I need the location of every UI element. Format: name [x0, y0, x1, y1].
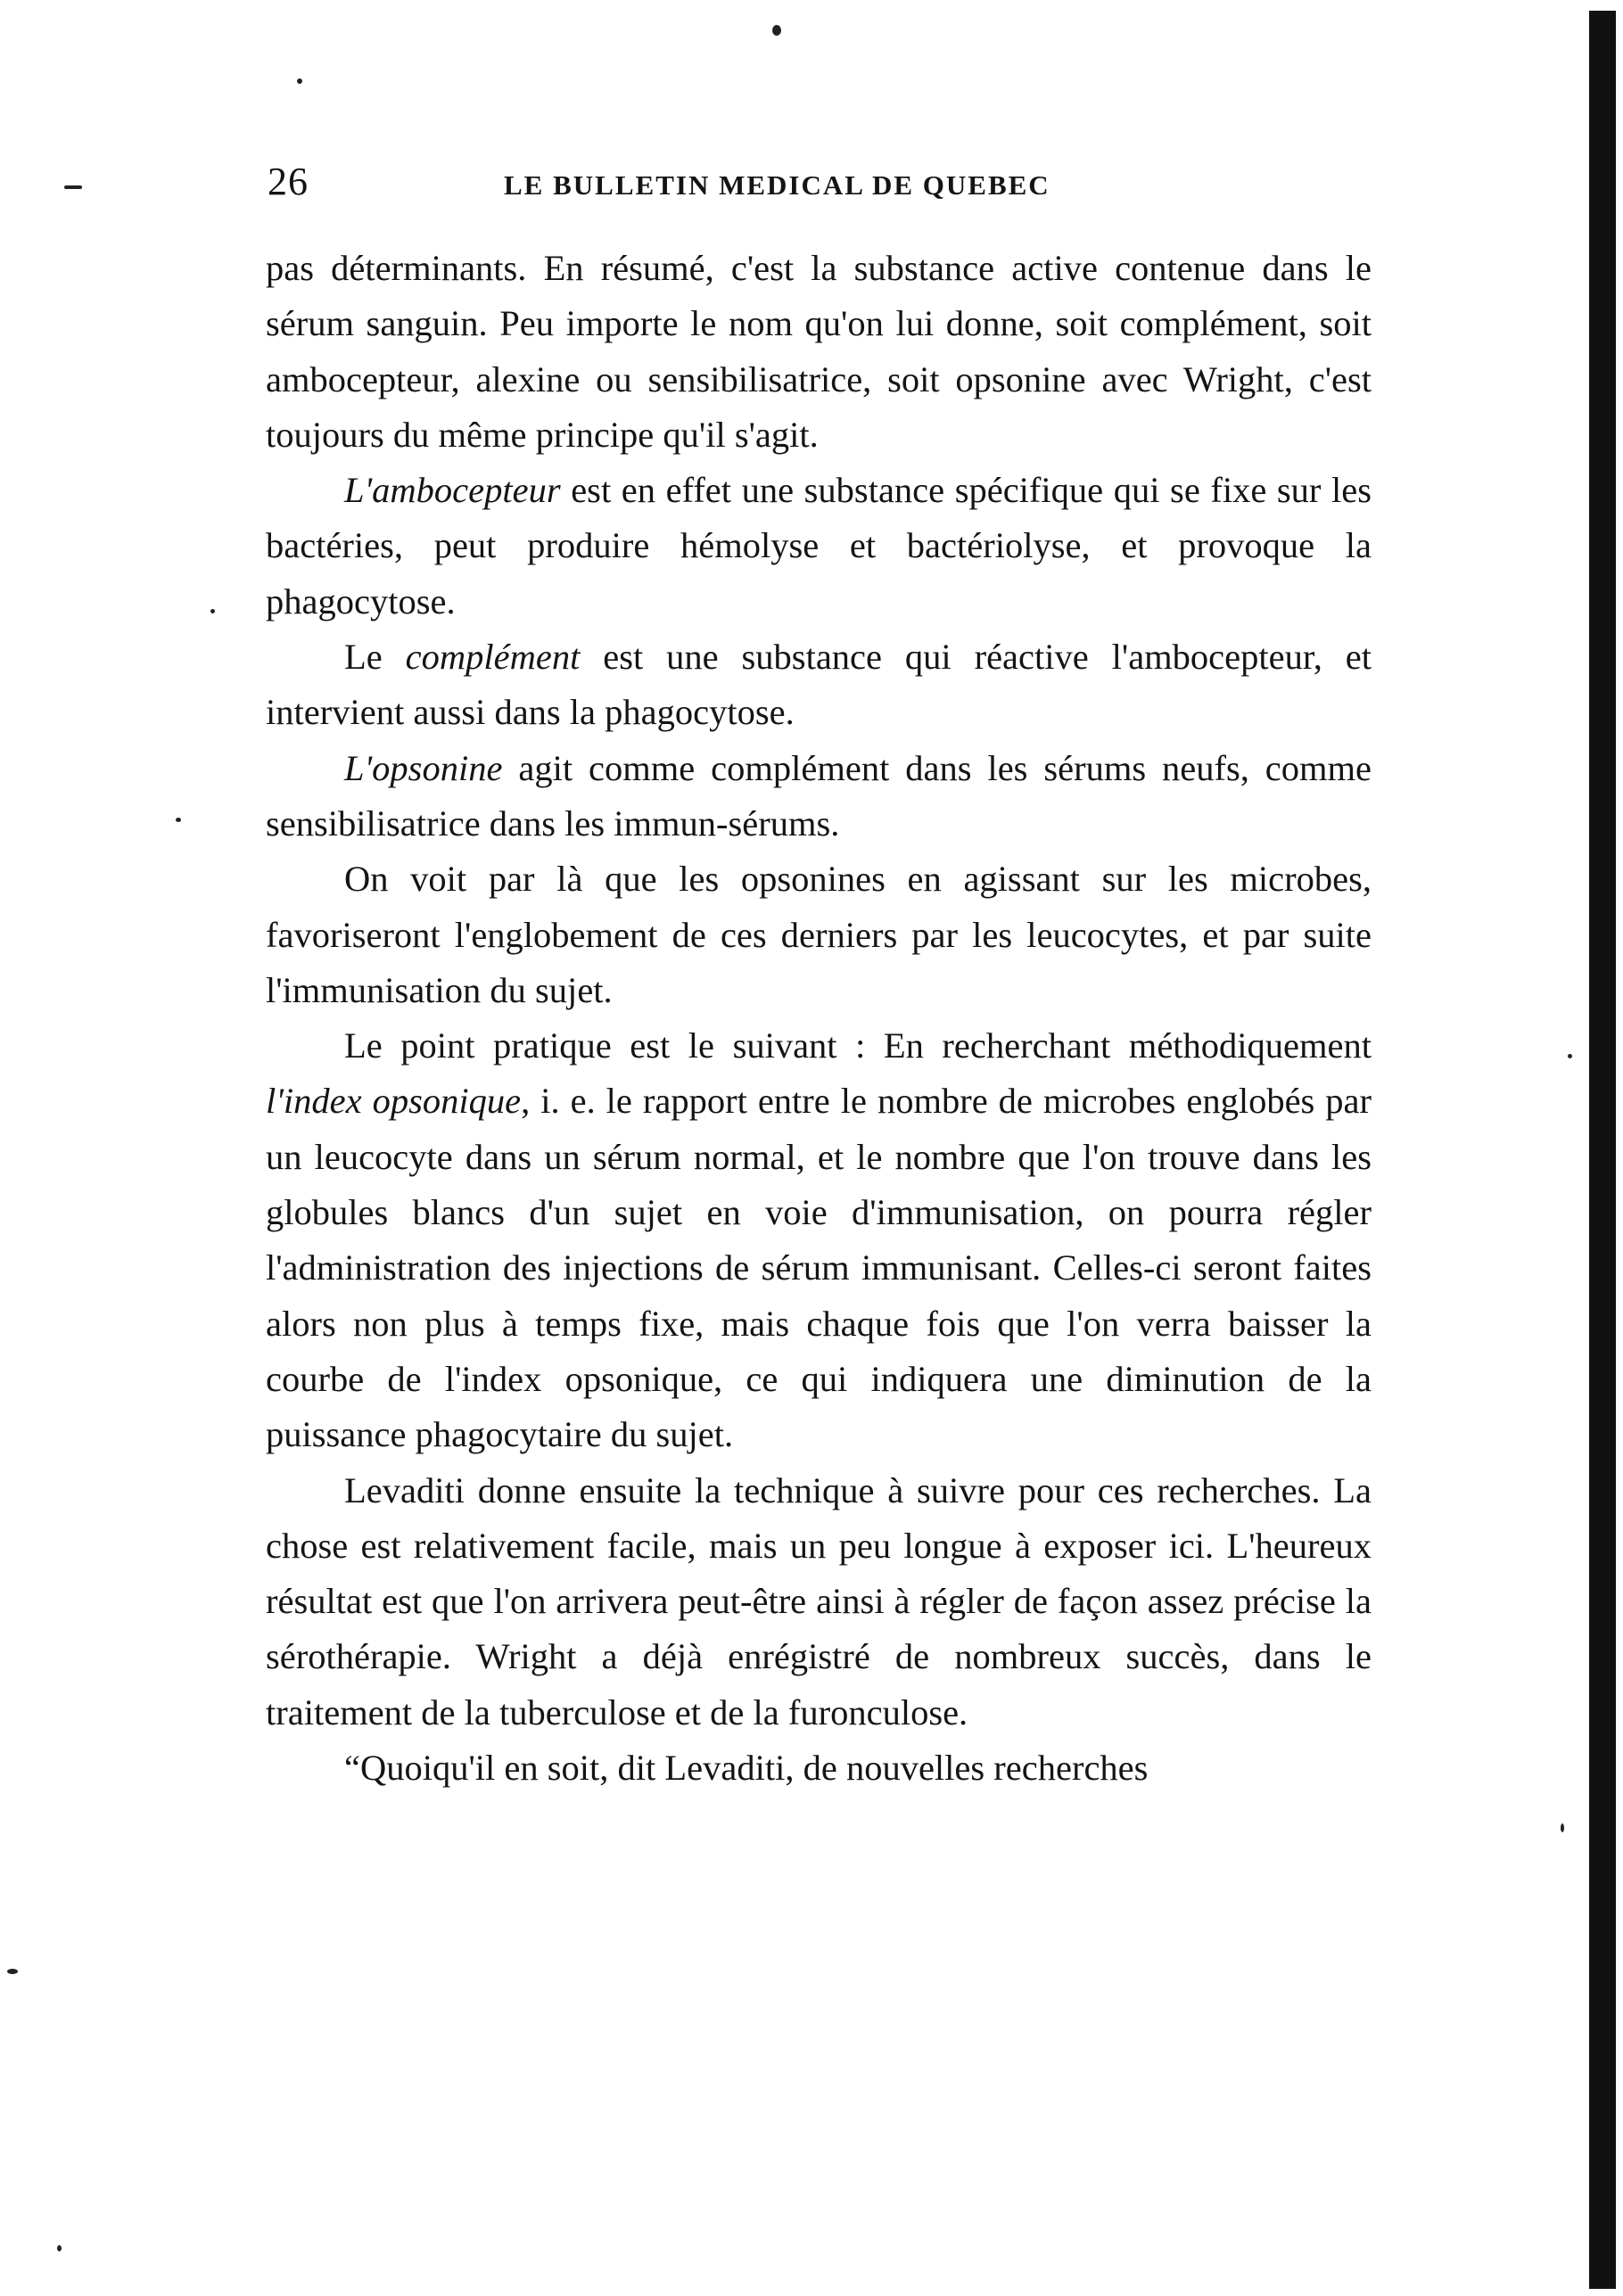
ink-speck [210, 609, 215, 613]
ink-speck [1561, 1823, 1564, 1832]
ink-speck [297, 78, 302, 84]
paragraph-text: est en effet une substance spécifique qui se fixe sur les bactéries, peut produire hémolyse et bactériolyse, et provoque la phagocytose. [266, 470, 1372, 621]
article-body [266, 241, 1372, 1796]
italic-term: complément [405, 637, 581, 678]
paragraph-text: Le point pratique est le suivant : En recherchant méthodiquement [344, 1025, 1372, 1066]
paragraph [266, 630, 1372, 741]
italic-term: l'index opsonique [266, 1081, 522, 1122]
paragraph-text: Levaditi donne ensuite la technique à suivre pour ces recherches. La chose est relativement facile, mais un peu longue à exposer ici. L'heureux résultat est que l'on arrivera peut-être ainsi à régler de façon assez précise la sérothérapie. Wright a déjà enrégistré de nombreux succès, dans le traitement de la tuberculose et de la furonculose. [266, 1469, 1372, 1732]
paragraph [266, 241, 1372, 463]
italic-term: L'ambocepteur [344, 470, 561, 511]
paragraph-text: On voit par là que les opsonines en agissant sur les microbes, favoriseront l'englobement de ces derniers par les leucocytes, et par suite l'immunisation du sujet. [266, 859, 1372, 1010]
paragraph [266, 463, 1372, 630]
paragraph-text: agit comme complément dans les sérums neufs, comme sensibilisatrice dans les immun-sérums. [266, 747, 1372, 844]
paragraph-text: Le [344, 637, 406, 678]
ink-speck [772, 25, 781, 36]
scan-edge-border [1589, 11, 1616, 2289]
paragraph-text: pas déterminants. En résumé, c'est la substance active contenue dans le sérum sanguin. Peu importe le nom qu'on lui donne, soit complément, soit ambocepteur, alexine ou sensibilisatrice, soit opsonine avec Wright, c'est toujours du même principe qu'il s'agit. [266, 248, 1372, 455]
ink-speck [7, 1969, 18, 1974]
paragraph [266, 852, 1372, 1018]
page-header [268, 159, 1373, 203]
ink-speck [1568, 1054, 1572, 1058]
paragraph [266, 741, 1372, 852]
paragraph [266, 1018, 1372, 1462]
paragraph-text: “Quoiqu'il en soit, dit Levaditi, de nouvelles recherches [344, 1748, 1149, 1789]
italic-term: L'opsonine [344, 747, 503, 788]
ink-speck [64, 185, 82, 189]
ink-speck [176, 818, 181, 822]
paragraph [266, 1463, 1372, 1741]
page-number: 26 [268, 160, 309, 203]
ink-speck [57, 2245, 62, 2251]
paragraph [266, 1741, 1372, 1796]
paragraph-text: est une substance qui réactive l'ambocepteur, et intervient aussi dans la phagocytose. [266, 637, 1372, 733]
running-head: LE BULLETIN MEDICAL DE QUEBEC [504, 169, 1050, 201]
paragraph-text: , i. e. le rapport entre le nombre de microbes englobés par un leucocyte dans un sérum normal, et le nombre que l'on trouve dans les globules blancs d'un sujet en voie d'immunisation, on pourra régler l'administration des injections de sérum immunisant. Celles-ci seront faites alors non plus à temps fixe, mais chaque fois que l'on verra baisser la courbe de l'index opsonique, ce qui indiquera une diminution de la puissance phagocytaire du sujet. [266, 1081, 1372, 1455]
